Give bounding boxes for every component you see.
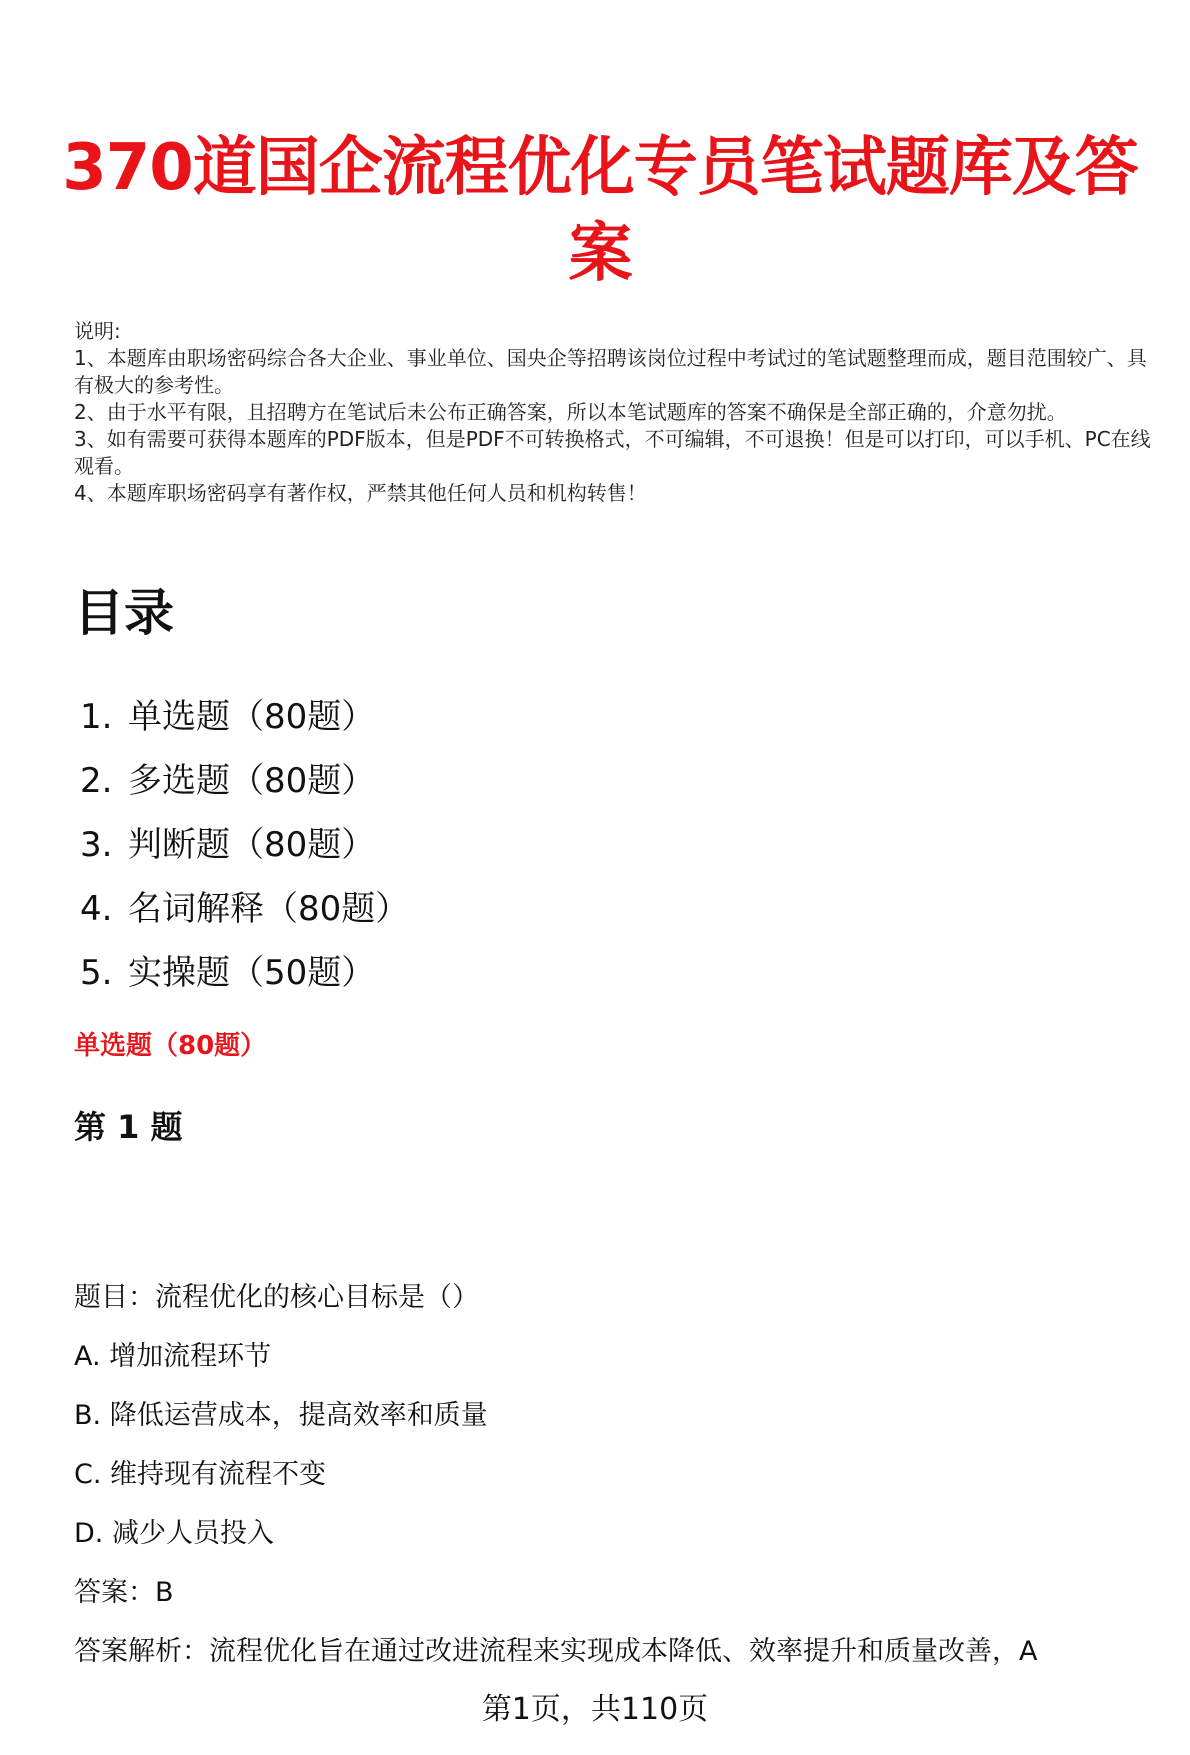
section-heading: 单选题（80题） xyxy=(74,1031,267,1061)
notes-heading: 说明: xyxy=(74,319,121,343)
question-stem: 题目：流程优化的核心目标是（） xyxy=(74,1282,479,1313)
document-title: 370道国企流程优化专员笔试题库及答案 xyxy=(62,131,1138,291)
toc-item-multiple-choice[interactable] xyxy=(80,749,409,813)
toc-item-single-choice[interactable] xyxy=(80,685,409,749)
question-number: 第 1 题 xyxy=(74,1108,183,1146)
toc-item-label: 判断题（80题） xyxy=(128,825,376,865)
option-d: D. 减少人员投入 xyxy=(74,1518,274,1549)
toc-item-number: 1. xyxy=(80,697,113,737)
toc-item-terms[interactable] xyxy=(80,877,409,941)
page-footer: 第1页，共110页 xyxy=(481,1692,709,1727)
toc-item-label: 多选题（80题） xyxy=(128,761,376,801)
toc-item-number: 2. xyxy=(80,761,113,801)
toc-item-practical[interactable] xyxy=(80,941,409,1005)
option-b: B. 降低运营成本，提高效率和质量 xyxy=(74,1400,488,1431)
question-block xyxy=(74,1268,1154,1681)
note-item: 1、本题库由职场密码综合各大企业、事业单位、国央企等招聘该岗位过程中考试过的笔试题整理而成，题目范围较广、具有极大的参考性。 xyxy=(74,346,1147,397)
toc-list xyxy=(80,685,409,1005)
toc-item-number: 4. xyxy=(80,889,113,929)
notes-block xyxy=(74,318,1154,507)
toc-heading: 目录 xyxy=(74,584,174,642)
note-item: 2、由于水平有限，且招聘方在笔试后未公布正确答案，所以本笔试题库的答案不确保是全部正确的，介意勿扰。 xyxy=(74,400,1067,424)
option-a: A. 增加流程环节 xyxy=(74,1341,272,1372)
answer: 答案：B xyxy=(74,1577,174,1608)
answer-analysis: 答案解析：流程优化旨在通过改进流程来实现成本降低、效率提升和质量改善，A xyxy=(74,1636,1038,1667)
toc-item-true-false[interactable] xyxy=(80,813,409,877)
toc-item-label: 名词解释（80题） xyxy=(128,889,410,929)
note-item: 4、本题库职场密码享有著作权，严禁其他任何人员和机构转售！ xyxy=(74,481,647,505)
toc-item-label: 单选题（80题） xyxy=(128,697,376,737)
toc-item-number: 3. xyxy=(80,825,113,865)
note-item: 3、如有需要可获得本题库的PDF版本，但是PDF不可转换格式，不可编辑，不可退换！但是可以打印，可以手机、PC在线观看。 xyxy=(74,427,1151,478)
toc-item-number: 5. xyxy=(80,953,113,993)
option-c: C. 维持现有流程不变 xyxy=(74,1459,327,1490)
toc-item-label: 实操题（50题） xyxy=(128,953,376,993)
